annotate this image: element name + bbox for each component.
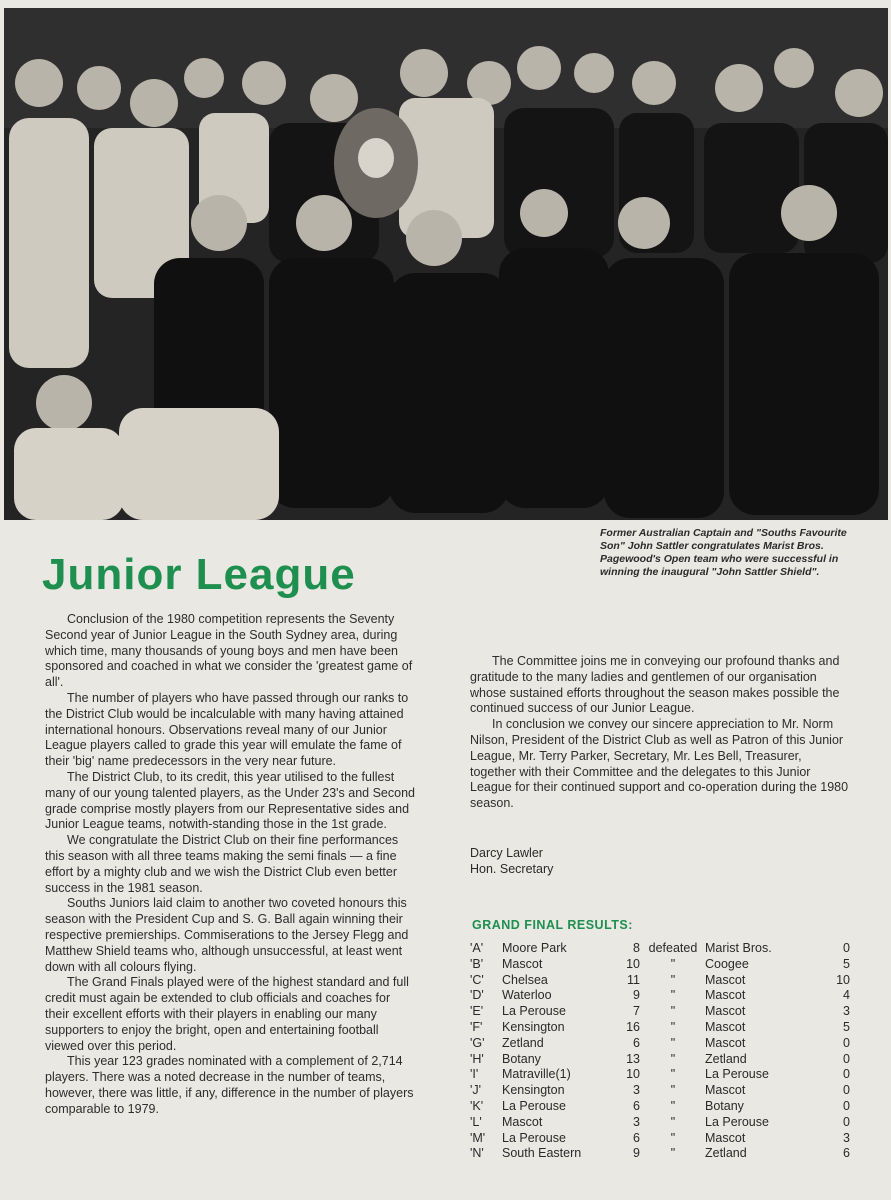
- result-separator: ": [670, 1035, 676, 1050]
- grade-code: 'I': [470, 1067, 479, 1082]
- home-score: 7: [633, 1004, 640, 1019]
- paragraph: In conclusion we convey our sincere appreciation to Mr. Norm Nilson, President of the District Club as well as Patron of this Junior League, Mr. Terry Parker, Secretary, Mr. Les Bell, Treasurer, together with their Committee and the delegates to this Junior League for their continued support and co-operation during the 1980 season.: [470, 717, 849, 811]
- grade-code: 'N': [470, 1146, 484, 1161]
- away-team: Mascot: [705, 1004, 746, 1019]
- result-separator: ": [670, 1083, 676, 1098]
- signature: [470, 846, 553, 878]
- home-score: 3: [633, 1083, 640, 1098]
- paragraph: The Grand Finals played were of the highest standard and full credit must again be extended to club officials and coaches for their excellent efforts with their players in enabling our many supporters to enjoy the bright, open and entertaining football viewed over this period.: [45, 975, 409, 1053]
- grade-code: 'C': [470, 972, 484, 987]
- away-score: 0: [843, 1051, 850, 1066]
- away-score: 0: [843, 941, 850, 955]
- home-score: 10: [626, 1067, 640, 1082]
- result-separator: ": [670, 1067, 676, 1082]
- home-score: 10: [626, 956, 640, 971]
- result-separator: ": [670, 1051, 676, 1066]
- home-team: Matraville(1): [502, 1067, 571, 1082]
- result-separator: defeated: [648, 941, 698, 955]
- result-row: [470, 957, 860, 973]
- away-score: 5: [843, 956, 850, 971]
- home-team: Botany: [502, 1051, 541, 1066]
- right-column: [470, 654, 850, 812]
- home-score: 9: [633, 988, 640, 1003]
- grand-final-results: [470, 941, 860, 1162]
- home-team: Chelsea: [502, 972, 548, 987]
- away-score: 0: [843, 1035, 850, 1050]
- photo-caption: Former Australian Captain and "Souths Favourite Son" John Sattler congratulates Marist Bros. Pagewood's Open team who were successful in winning the inaugural "John Sattler Shield".: [600, 527, 847, 578]
- away-score: 0: [843, 1098, 850, 1113]
- grade-code: 'D': [470, 988, 484, 1003]
- grade-code: 'H': [470, 1051, 484, 1066]
- result-row: [470, 1146, 860, 1162]
- away-score: 5: [843, 1019, 850, 1034]
- grade-code: 'K': [470, 1098, 484, 1113]
- home-score: 9: [633, 1146, 640, 1161]
- home-team: Moore Park: [502, 941, 567, 955]
- home-team: La Perouse: [502, 1130, 566, 1145]
- result-row: [470, 941, 860, 957]
- home-team: La Perouse: [502, 1004, 566, 1019]
- grade-code: 'E': [470, 1004, 484, 1019]
- home-team: Zetland: [502, 1035, 544, 1050]
- result-separator: ": [670, 1004, 676, 1019]
- result-row: [470, 1131, 860, 1147]
- home-team: Mascot: [502, 956, 543, 971]
- home-team: Kensington: [502, 1083, 565, 1098]
- away-team: Zetland: [705, 1051, 747, 1066]
- result-row: [470, 973, 860, 989]
- result-row: [470, 1115, 860, 1131]
- away-team: Mascot: [705, 972, 746, 987]
- away-score: 3: [843, 1004, 850, 1019]
- paragraph: The Committee joins me in conveying our profound thanks and gratitude to the many ladies and gentlemen of our organisation whose sustained efforts throughout the season makes possible the continued success of our Junior League.: [470, 654, 840, 716]
- away-score: 0: [843, 1114, 850, 1129]
- paragraph: The District Club, to its credit, this year utilised to the fullest many of our young talented players, as the Under 23's and Second grade comprise mostly players from our Representative sides and Junior League teams, notwith-standing those in the 1st grade.: [45, 769, 415, 832]
- team-photo: [4, 8, 888, 520]
- away-team: Coogee: [705, 956, 749, 971]
- result-separator: ": [670, 956, 676, 971]
- result-row: [470, 1036, 860, 1052]
- result-row: [470, 1004, 860, 1020]
- grade-code: 'L': [470, 1114, 482, 1129]
- grade-code: 'J': [470, 1083, 482, 1098]
- home-score: 11: [627, 972, 640, 987]
- away-score: 6: [843, 1146, 850, 1161]
- result-separator: ": [670, 988, 676, 1003]
- home-score: 6: [633, 1130, 640, 1145]
- home-score: 16: [626, 1019, 640, 1034]
- left-column: [45, 612, 417, 1118]
- home-team: Kensington: [502, 1019, 565, 1034]
- paragraph: Souths Juniors laid claim to another two coveted honours this season with the President Cup and S. G. Ball again winning their respective premierships. Commiserations to the Jersey Flegg and Matthew Shield teams who, although unsuccessful, at least went down with all colours flying.: [45, 896, 409, 974]
- result-separator: ": [670, 1098, 676, 1113]
- away-team: Mascot: [705, 988, 746, 1003]
- result-row: [470, 988, 860, 1004]
- grade-code: 'G': [470, 1035, 485, 1050]
- result-row: [470, 1067, 860, 1083]
- signature-name: Darcy Lawler: [470, 846, 543, 860]
- result-separator: ": [670, 972, 676, 987]
- result-separator: ": [670, 1019, 676, 1034]
- away-team: La Perouse: [705, 1067, 769, 1082]
- away-team: Botany: [705, 1098, 744, 1113]
- page-title: Junior League: [42, 550, 356, 599]
- paragraph: Conclusion of the 1980 competition represents the Seventy Second year of Junior League in the South Sydney area, during which time, many thousands of young boys and men have been sponsored and coached in what we consider the 'greatest game of all'.: [45, 612, 413, 690]
- result-row: [470, 1052, 860, 1068]
- away-score: 0: [843, 1067, 850, 1082]
- away-team: Mascot: [705, 1130, 746, 1145]
- home-team: La Perouse: [502, 1098, 566, 1113]
- result-separator: ": [670, 1114, 676, 1129]
- grade-code: 'F': [470, 1019, 483, 1034]
- home-score: 13: [626, 1051, 640, 1066]
- home-score: 8: [633, 941, 640, 955]
- away-score: 10: [836, 972, 850, 987]
- result-row: [470, 1020, 860, 1036]
- result-separator: ": [670, 1146, 676, 1161]
- away-team: Marist Bros.: [705, 941, 772, 955]
- signature-role: Hon. Secretary: [470, 861, 554, 876]
- away-score: 0: [843, 1083, 850, 1098]
- away-team: Zetland: [705, 1146, 747, 1161]
- result-separator: ": [670, 1130, 676, 1145]
- result-row: [470, 1099, 860, 1115]
- home-score: 3: [633, 1114, 640, 1129]
- grand-final-title: GRAND FINAL RESULTS:: [472, 918, 633, 932]
- team-photo-icon: [4, 8, 888, 520]
- grade-code: 'B': [470, 956, 484, 971]
- away-team: Mascot: [705, 1083, 746, 1098]
- away-score: 4: [843, 988, 850, 1003]
- home-score: 6: [633, 1035, 640, 1050]
- away-score: 3: [843, 1130, 850, 1145]
- grade-code: 'A': [470, 941, 484, 955]
- grade-code: 'M': [470, 1130, 486, 1145]
- away-team: Mascot: [705, 1019, 746, 1034]
- away-team: Mascot: [705, 1035, 746, 1050]
- paragraph: This year 123 grades nominated with a complement of 2,714 players. There was a noted decrease in the number of teams, however, there was little, if any, difference in the number of players comparable to 1979.: [45, 1054, 414, 1116]
- result-row: [470, 1083, 860, 1099]
- home-team: South Eastern: [502, 1146, 582, 1161]
- home-team: Mascot: [502, 1114, 543, 1129]
- home-score: 6: [633, 1098, 640, 1113]
- paragraph: We congratulate the District Club on their fine performances this season with all three teams making the semi finals — a fine effort by a mighty club and we wish the District Club even better success in the 1981 season.: [45, 833, 399, 895]
- away-team: La Perouse: [705, 1114, 769, 1129]
- paragraph: The number of players who have passed through our ranks to the District Club would be incalculable with many having attained international honours. Observations reveal many of our Junior League players called to grade this year will emulate the fame of their 'big' name predecessors in the very near future.: [45, 690, 409, 769]
- home-team: Waterloo: [502, 988, 552, 1003]
